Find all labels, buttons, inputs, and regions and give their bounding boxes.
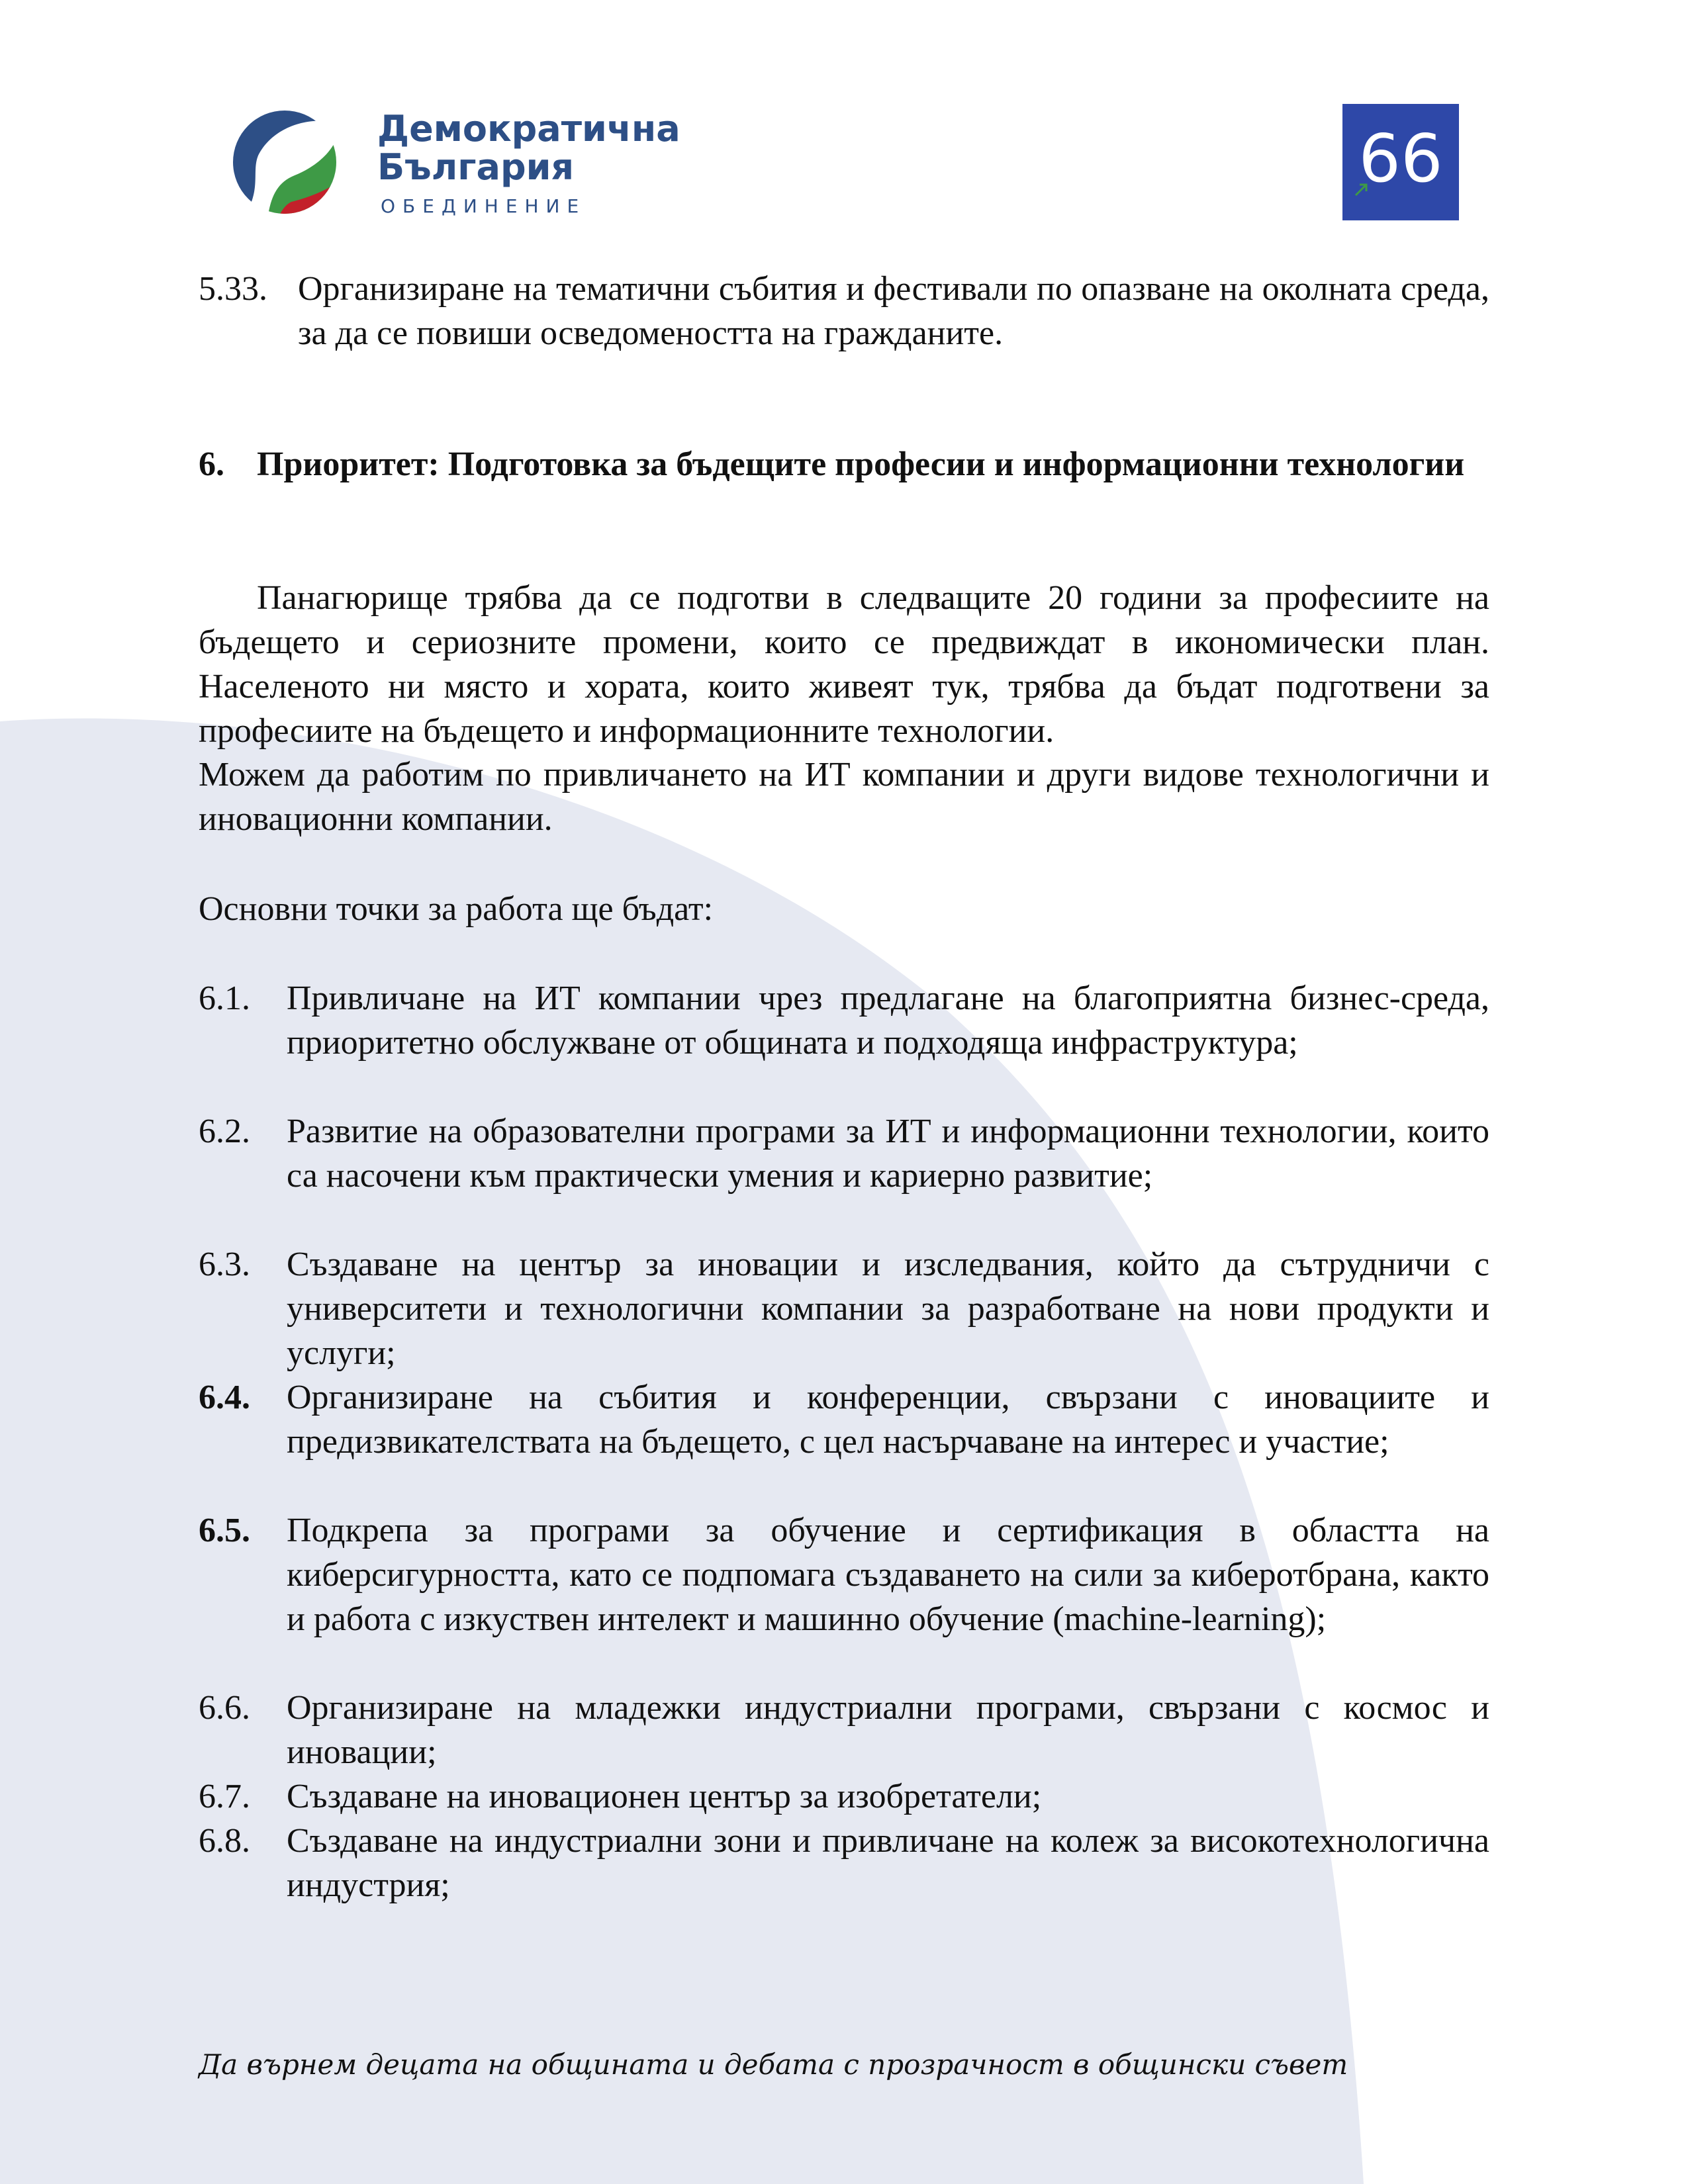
section-number: 6. bbox=[199, 445, 224, 483]
item-text-6-6: Организиране на младежки индустриални програми, свързани с космос и иновации; bbox=[287, 1689, 1489, 1771]
item-text-6-7: Създаване на иновационен център за изобретатели; bbox=[287, 1778, 1042, 1815]
item-number: 5.33. bbox=[199, 270, 267, 308]
party-logo bbox=[232, 109, 695, 228]
footer-slogan: Да върнем децата на общината и дебата с прозрачност в общински съвет bbox=[199, 2048, 1348, 2081]
item-number-6-4: 6.4. bbox=[199, 1379, 250, 1416]
section-title: Приоритет: Подготовка за бъдещите професии и информационни технологии bbox=[257, 445, 1465, 483]
points-heading: Основни точки за работа ще бъдат: bbox=[199, 890, 714, 928]
item-text-6-4: Организиране на събития и конференции, свързани с иновациите и предизвикателствата на бъдещето, с цел насърчаване на интерес и участие; bbox=[287, 1379, 1489, 1461]
item-number-6-5: 6.5. bbox=[199, 1512, 250, 1549]
page-number-badge bbox=[1342, 104, 1459, 220]
page-number: 66 bbox=[1358, 120, 1443, 197]
arrow-up-right-icon bbox=[1353, 181, 1370, 198]
item-number-6-7: 6.7. bbox=[199, 1778, 250, 1815]
item-text-6-3: Създаване на център за иновации и изследвания, който да сътрудничи с университети и технологични компании за разработване на нови продукти и услуги; bbox=[287, 1246, 1489, 1372]
item-number-6-6: 6.6. bbox=[199, 1689, 250, 1727]
logo-title-line1: Демократична bbox=[377, 108, 680, 150]
item-text-6-2: Развитие на образователни програми за ИТ и информационни технологии, които са насочени към практически умения и кариерно развитие; bbox=[287, 1113, 1489, 1195]
intro-paragraph-2: Можем да работим по привличането на ИТ компании и други видове технологични и иновационни компании. bbox=[199, 756, 1489, 838]
item-number-6-2: 6.2. bbox=[199, 1113, 250, 1150]
item-number-6-8: 6.8. bbox=[199, 1822, 250, 1860]
logo-title-line2: България bbox=[377, 146, 575, 188]
logo-emblem-icon bbox=[232, 109, 338, 215]
intro-paragraph-1: Панагюрище трябва да се подготви в следващите 20 години за професиите на бъдещето и сериозните промени, които се предвиждат в икономически план. Населеното ни място и хората, които живеят тук, трябва да бъдат подготвени за професиите на бъдещето и информационните технологии. bbox=[199, 579, 1489, 750]
item-number-6-3: 6.3. bbox=[199, 1246, 250, 1283]
item-number-6-1: 6.1. bbox=[199, 979, 250, 1017]
item-text-6-8: Създаване на индустриални зони и привличане на колеж за високотехнологична индустрия; bbox=[287, 1822, 1489, 1904]
item-5-33-text: Организиране на тематични събития и фестивали по опазване на околната среда, за да се повиши осведомеността на гражданите. bbox=[298, 270, 1489, 352]
item-text-6-5: Подкрепа за програми за обучение и сертификация в областта на киберсигурността, като се подпомага създаването на сили за киберотбрана, както и работа с изкуствен интелект и машинно обучение (machine-learning); bbox=[287, 1512, 1489, 1638]
item-text-6-1: Привличане на ИТ компании чрез предлагане на благоприятна бизнес-среда, приоритетно обслужване от общината и подходяща инфраструктура; bbox=[287, 979, 1489, 1062]
logo-subtitle: ОБЕДИНЕНИЕ bbox=[381, 195, 586, 217]
